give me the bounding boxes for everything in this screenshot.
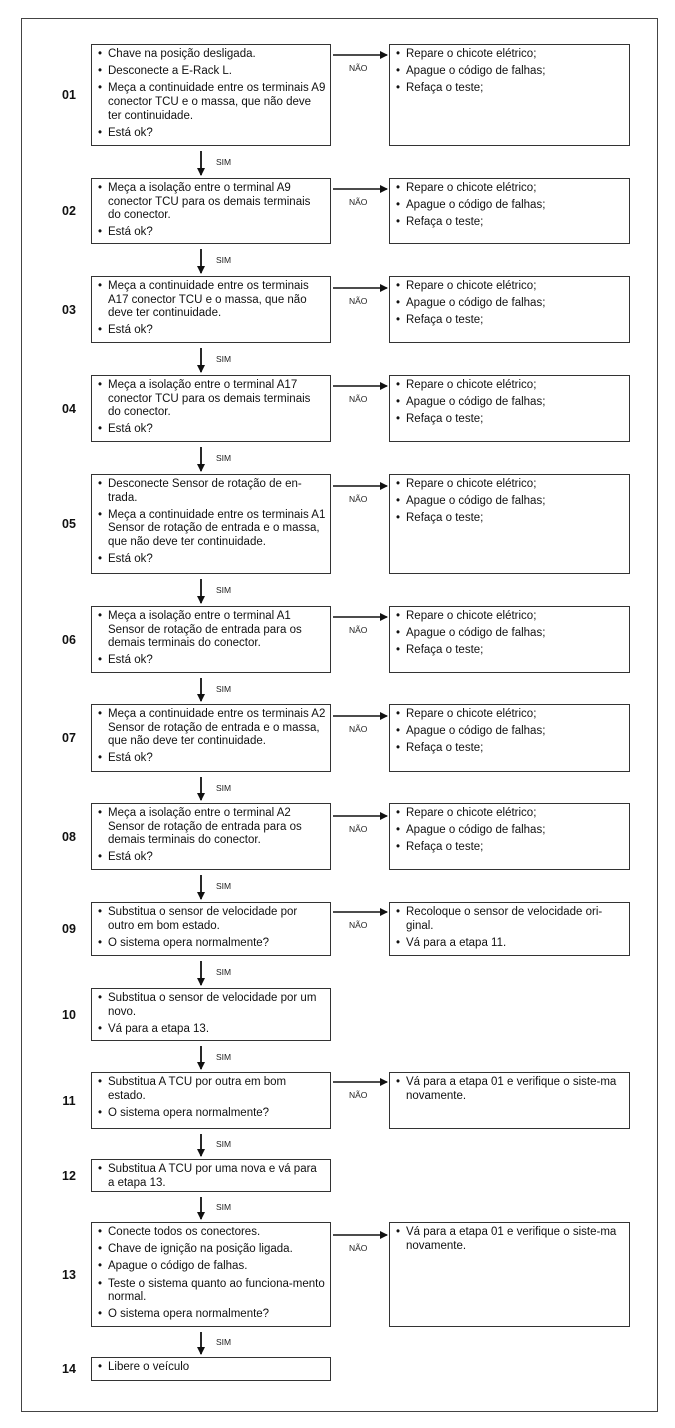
yes-label: SIM: [216, 1051, 232, 1062]
check-item: • Conecte todos os conectores.: [98, 1226, 326, 1240]
check-item: • Está ok?: [98, 654, 326, 668]
yes-label: SIM: [216, 683, 232, 694]
no-label: NÃO: [349, 394, 368, 404]
check-item: • Chave de ignição na posição ligada.: [98, 1243, 326, 1257]
yes-label: SIM: [216, 585, 232, 595]
check-item: • Meça a continuidade entre os terminais A17 conector TCU e o massa, que não deve ter continuidade.: [98, 280, 326, 321]
no-label: NÃO: [349, 296, 368, 306]
check-item: • Meça a continuidade entre os terminais A1 Sensor de rotação de entrada e o massa, que não deve ter continuidade.: [98, 509, 326, 550]
check-item: • Meça a continuidade entre os terminais A9 conector TCU e o massa, que não deve ter continuidade.: [98, 82, 326, 123]
no-label: NÃO: [349, 625, 368, 635]
check-item: • Libere o veículo: [98, 1361, 326, 1375]
action-item: • Apague o código de falhas;: [396, 199, 625, 213]
check-box: [91, 704, 331, 772]
action-item: • Refaça o teste;: [396, 413, 625, 427]
step-number: 08: [62, 829, 76, 844]
action-item: • Refaça o teste;: [396, 216, 625, 230]
action-item: • Refaça o teste;: [396, 644, 625, 658]
action-item: • Apague o código de falhas;: [396, 396, 625, 410]
action-item: • Refaça o teste;: [396, 742, 625, 756]
check-box: [91, 1072, 331, 1129]
yes-label: SIM: [216, 967, 232, 977]
check-item: • Apague o código de falhas.: [98, 1260, 326, 1274]
yes-label: SIM: [216, 157, 232, 167]
yes-label: SIM: [216, 1202, 232, 1212]
check-box: [91, 44, 331, 146]
check-item: • Substitua A TCU por uma nova e vá para a etapa 13.: [98, 1163, 326, 1190]
action-item: • Apague o código de falhas;: [396, 495, 625, 509]
step-number: 04: [62, 401, 76, 416]
yes-label: SIM: [216, 354, 232, 364]
action-box: [389, 902, 630, 956]
check-item: • Está ok?: [98, 752, 326, 766]
action-box: [389, 704, 630, 772]
yes-label: SIM: [216, 881, 232, 891]
check-item: • Desconecte a E-Rack L.: [98, 65, 326, 79]
action-item: • Repare o chicote elétrico;: [396, 610, 625, 624]
no-label: NÃO: [349, 1243, 368, 1253]
action-item: • Repare o chicote elétrico;: [396, 182, 625, 196]
check-box: [91, 1159, 331, 1192]
action-box: [389, 178, 630, 244]
action-box: [389, 606, 630, 673]
yes-label: SIM: [216, 1139, 232, 1149]
no-label: NÃO: [349, 494, 368, 504]
no-label: NÃO: [349, 1090, 368, 1100]
action-item: • Repare o chicote elétrico;: [396, 478, 625, 492]
yes-label: SIM: [216, 453, 232, 463]
step-number: 11: [62, 1093, 76, 1108]
check-item: • Chave na posição desligada.: [98, 48, 326, 62]
action-box: [389, 44, 630, 146]
no-label: NÃO: [349, 920, 368, 930]
step-number: 01: [62, 88, 76, 102]
yes-label: SIM: [216, 255, 232, 265]
check-box: [91, 375, 331, 442]
action-item: • Repare o chicote elétrico;: [396, 379, 625, 393]
action-item: • Vá para a etapa 01 e verifique o siste-ma novamente.: [396, 1076, 625, 1103]
action-item: • Repare o chicote elétrico;: [396, 280, 625, 294]
check-item: • Substitua A TCU por outra em bom estado.: [98, 1076, 326, 1103]
action-item: • Repare o chicote elétrico;: [396, 708, 625, 722]
step-number: 13: [62, 1267, 76, 1282]
no-label: NÃO: [349, 63, 368, 73]
check-item: • Está ok?: [98, 226, 326, 240]
action-item: • Apague o código de falhas;: [396, 627, 625, 641]
step-number: 14: [62, 1362, 76, 1376]
check-box: [91, 1357, 331, 1381]
action-box: [389, 276, 630, 343]
step-number: 12: [62, 1168, 76, 1183]
check-box: [91, 606, 331, 673]
action-item: • Apague o código de falhas;: [396, 725, 625, 739]
action-item: • Apague o código de falhas;: [396, 824, 625, 838]
step-number: 05: [62, 517, 76, 531]
yes-label: SIM: [216, 1337, 232, 1347]
step-number: 06: [62, 632, 76, 647]
check-item: • O sistema opera normalmente?: [98, 1107, 326, 1121]
check-box: [91, 276, 331, 343]
check-item: • Meça a continuidade entre os terminais A2 Sensor de rotação de entrada e o massa, que não deve ter continuidade.: [98, 708, 326, 749]
no-label: NÃO: [349, 824, 368, 834]
check-item: • Está ok?: [98, 553, 326, 567]
check-box: [91, 803, 331, 870]
check-item: • Está ok?: [98, 423, 326, 437]
check-item: • Vá para a etapa 13.: [98, 1023, 326, 1037]
step-number: 02: [62, 204, 76, 218]
action-item: • Refaça o teste;: [396, 314, 625, 328]
action-item: • Vá para a etapa 01 e verifique o siste-ma novamente.: [396, 1226, 625, 1253]
check-item: • Teste o sistema quanto ao funciona-mento normal.: [98, 1278, 326, 1305]
action-item: • Apague o código de falhas;: [396, 297, 625, 311]
step-number: 09: [62, 922, 76, 936]
action-item: • Vá para a etapa 11.: [396, 937, 625, 951]
step-number: 03: [62, 302, 76, 317]
action-box: [389, 474, 630, 574]
check-box: [91, 902, 331, 956]
check-item: • Está ok?: [98, 324, 326, 338]
check-box: [91, 1222, 331, 1327]
action-box: [389, 803, 630, 870]
check-item: • Substitua o sensor de velocidade por outro em bom estado.: [98, 906, 326, 933]
no-label: NÃO: [349, 197, 368, 207]
step-number: 07: [62, 731, 76, 745]
check-item: • O sistema opera normalmente?: [98, 1308, 326, 1322]
check-item: • Está ok?: [98, 851, 326, 865]
action-item: • Repare o chicote elétrico;: [396, 807, 625, 821]
action-item: • Refaça o teste;: [396, 82, 625, 96]
action-item: • Refaça o teste;: [396, 512, 625, 526]
check-item: • Meça a isolação entre o terminal A17 conector TCU para os demais terminais do conector.: [98, 379, 326, 420]
action-item: • Apague o código de falhas;: [396, 65, 625, 79]
check-item: • Substitua o sensor de velocidade por um novo.: [98, 992, 326, 1019]
check-box: [91, 474, 331, 574]
action-item: • Recoloque o sensor de velocidade ori-ginal.: [396, 906, 625, 933]
action-box: [389, 1072, 630, 1129]
action-item: • Repare o chicote elétrico;: [396, 48, 625, 62]
check-item: • Meça a isolação entre o terminal A9 conector TCU para os demais terminais do conector.: [98, 182, 326, 223]
check-box: [91, 178, 331, 244]
step-number: 10: [62, 1007, 76, 1022]
action-box: [389, 375, 630, 442]
check-item: • Meça a isolação entre o terminal A2 Sensor de rotação de entrada para os demais terminais do conector.: [98, 807, 326, 848]
check-box: [91, 988, 331, 1041]
action-box: [389, 1222, 630, 1327]
check-item: • O sistema opera normalmente?: [98, 937, 326, 951]
yes-label: SIM: [216, 782, 232, 793]
no-label: NÃO: [349, 724, 368, 734]
check-item: • Desconecte Sensor de rotação de en-trada.: [98, 478, 326, 505]
check-item: • Está ok?: [98, 127, 326, 141]
check-item: • Meça a isolação entre o terminal A1 Sensor de rotação de entrada para os demais terminais do conector.: [98, 610, 326, 651]
action-item: • Refaça o teste;: [396, 841, 625, 855]
